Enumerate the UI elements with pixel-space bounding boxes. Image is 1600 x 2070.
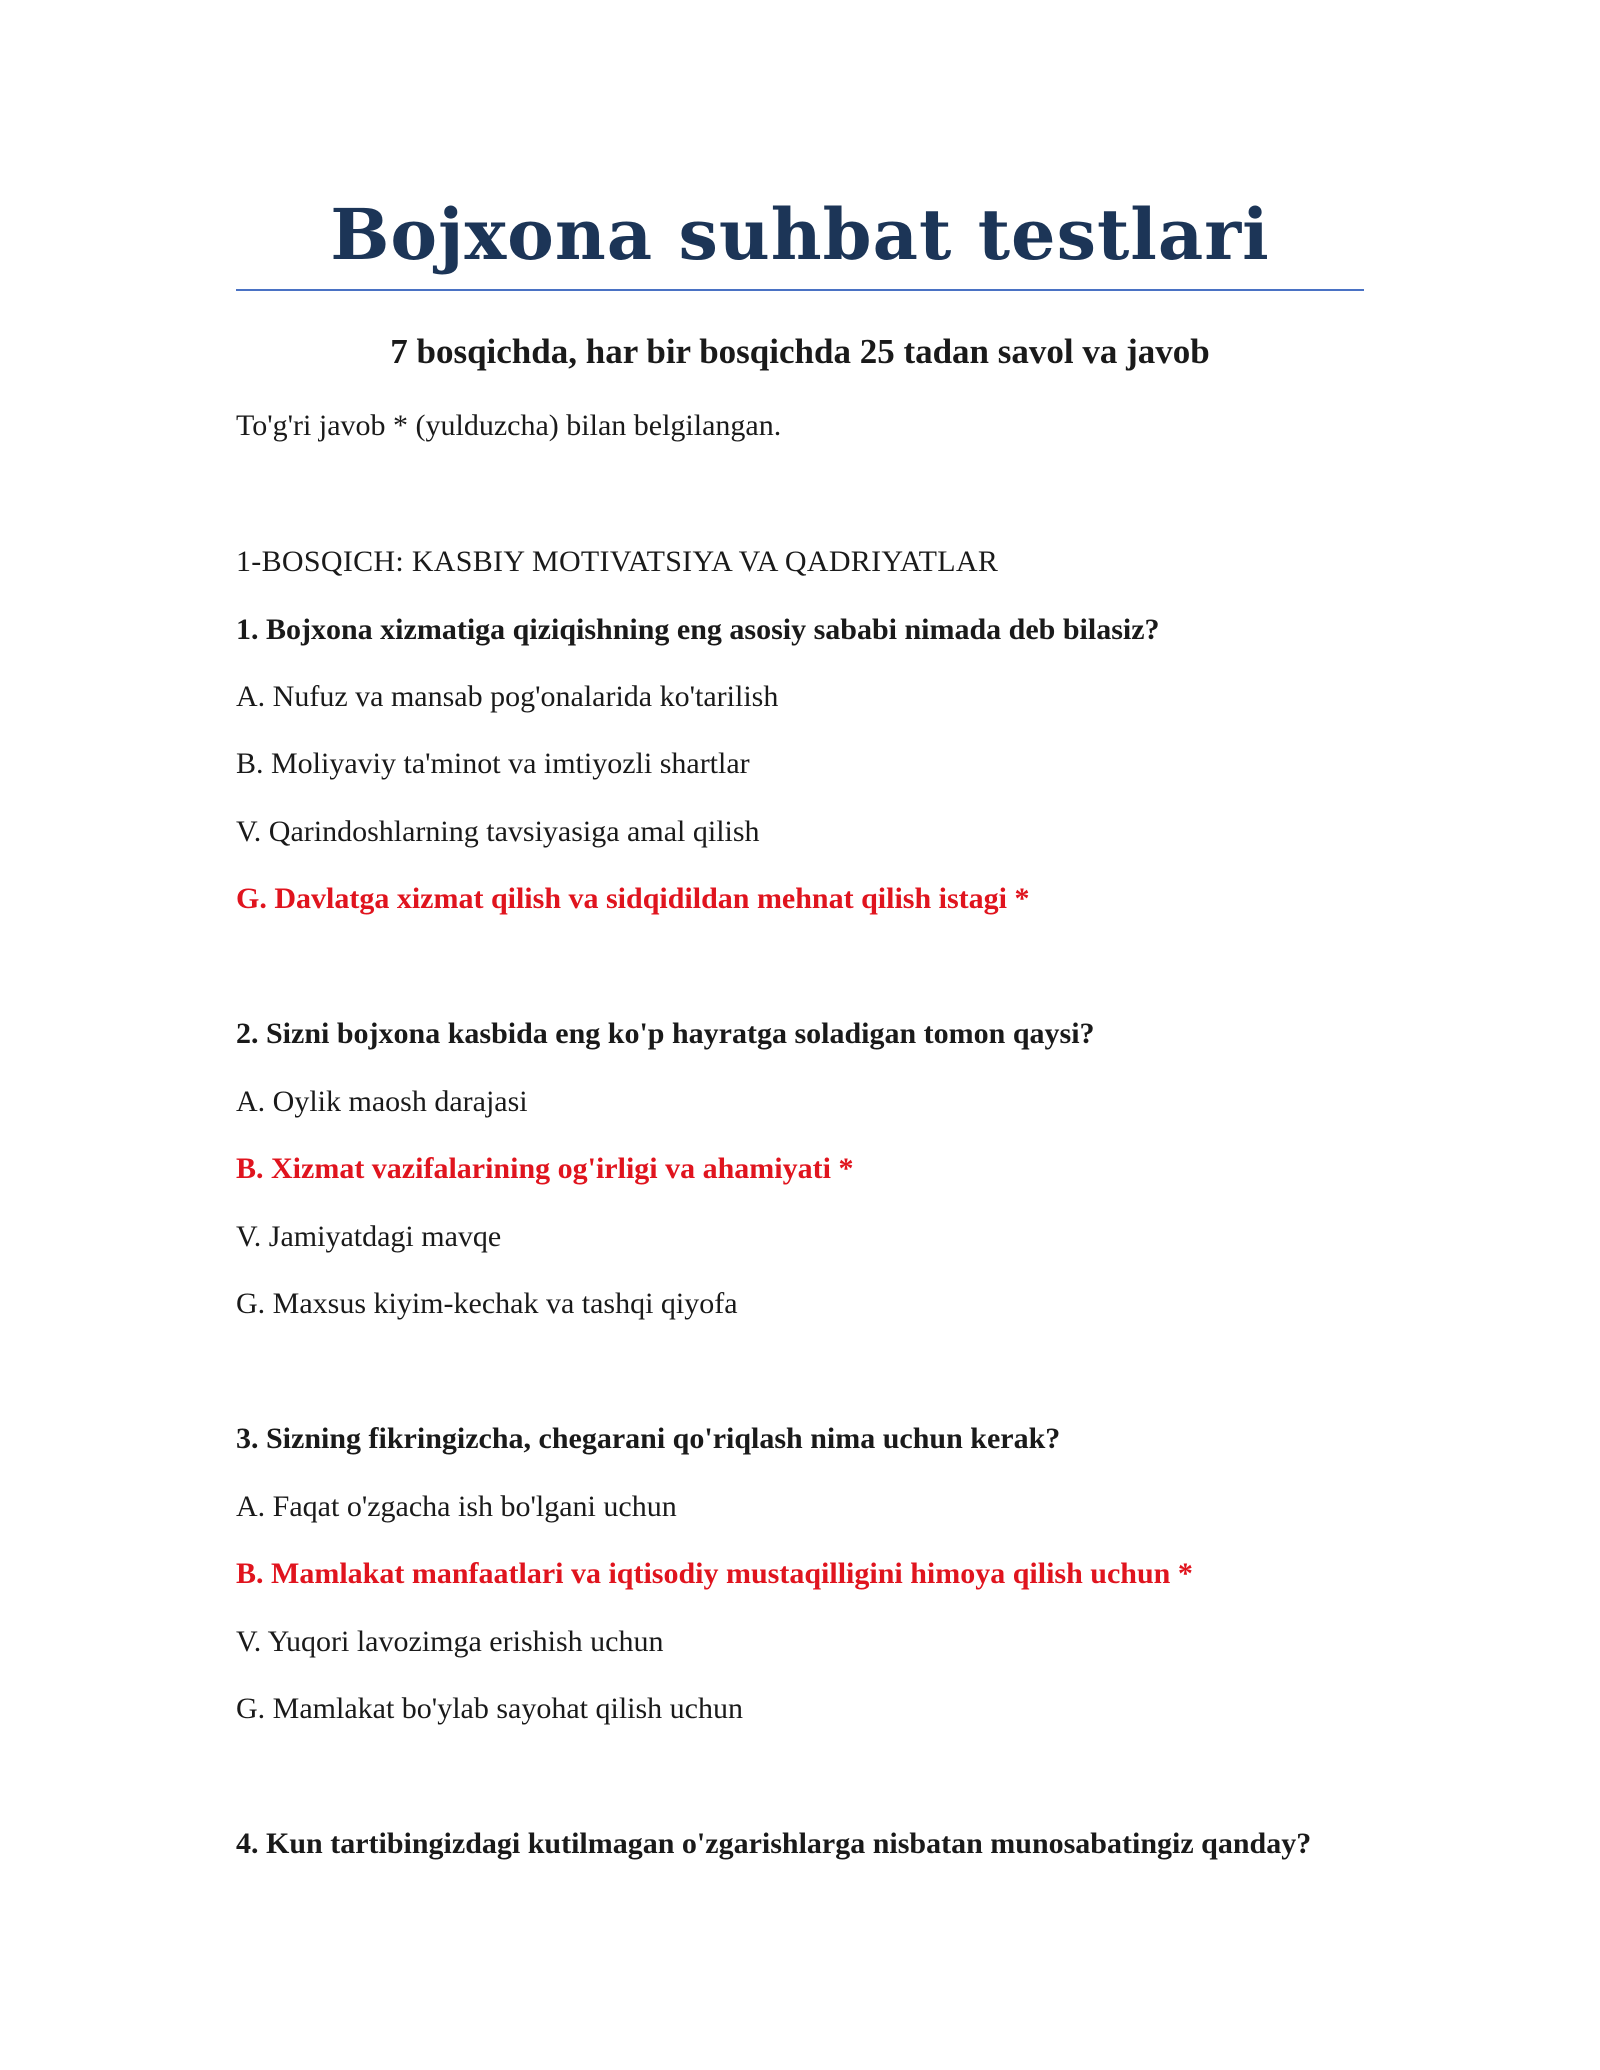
question-4: 4. Kun tartibingizdagi kutilmagan o'zgarishlarga nisbatan munosabatingiz qanday?: [236, 1827, 1312, 1860]
question-2-option-a: A. Oylik maosh darajasi: [236, 1085, 528, 1118]
question-3-option-v: V. Yuqori lavozimga erishish uchun: [236, 1625, 664, 1658]
section-heading: 1-BOSQICH: KASBIY MOTIVATSIYA VA QADRIYATLAR: [236, 545, 999, 578]
question-2-option-v: V. Jamiyatdagi mavqe: [236, 1220, 502, 1253]
question-3-option-a: A. Faqat o'zgacha ish bo'lgani uchun: [236, 1490, 677, 1523]
question-1-option-v: V. Qarindoshlarning tavsiyasiga amal qilish: [236, 815, 760, 848]
title-underline: [236, 289, 1364, 291]
question-2: 2. Sizni bojxona kasbida eng ko'p hayratga soladigan tomon qaysi?: [236, 1017, 1095, 1050]
question-2-option-g: G. Maxsus kiyim-kechak va tashqi qiyofa: [236, 1287, 738, 1320]
page-title: Bojxona suhbat testlari: [330, 193, 1270, 276]
question-3-option-g: G. Mamlakat bo'ylab sayohat qilish uchun: [236, 1692, 743, 1725]
answer-key-note: To'g'ri javob * (yulduzcha) bilan belgilangan.: [236, 409, 782, 442]
question-2-option-b: B. Xizmat vazifalarining og'irligi va ahamiyati *: [236, 1152, 854, 1185]
question-1: 1. Bojxona xizmatiga qiziqishning eng asosiy sababi nimada deb bilasiz?: [236, 613, 1160, 646]
question-3-option-b: B. Mamlakat manfaatlari va iqtisodiy mustaqilligini himoya qilish uchun *: [236, 1557, 1193, 1590]
question-3: 3. Sizning fikringizcha, chegarani qo'riqlash nima uchun kerak?: [236, 1422, 1061, 1455]
page-subtitle: 7 bosqichda, har bir bosqichda 25 tadan savol va javob: [390, 332, 1210, 371]
question-1-option-a: A. Nufuz va mansab pog'onalarida ko'tarilish: [236, 680, 779, 713]
question-1-option-g: G. Davlatga xizmat qilish va sidqidildan mehnat qilish istagi *: [236, 882, 1030, 915]
question-1-option-b: B. Moliyaviy ta'minot va imtiyozli shartlar: [236, 747, 750, 780]
